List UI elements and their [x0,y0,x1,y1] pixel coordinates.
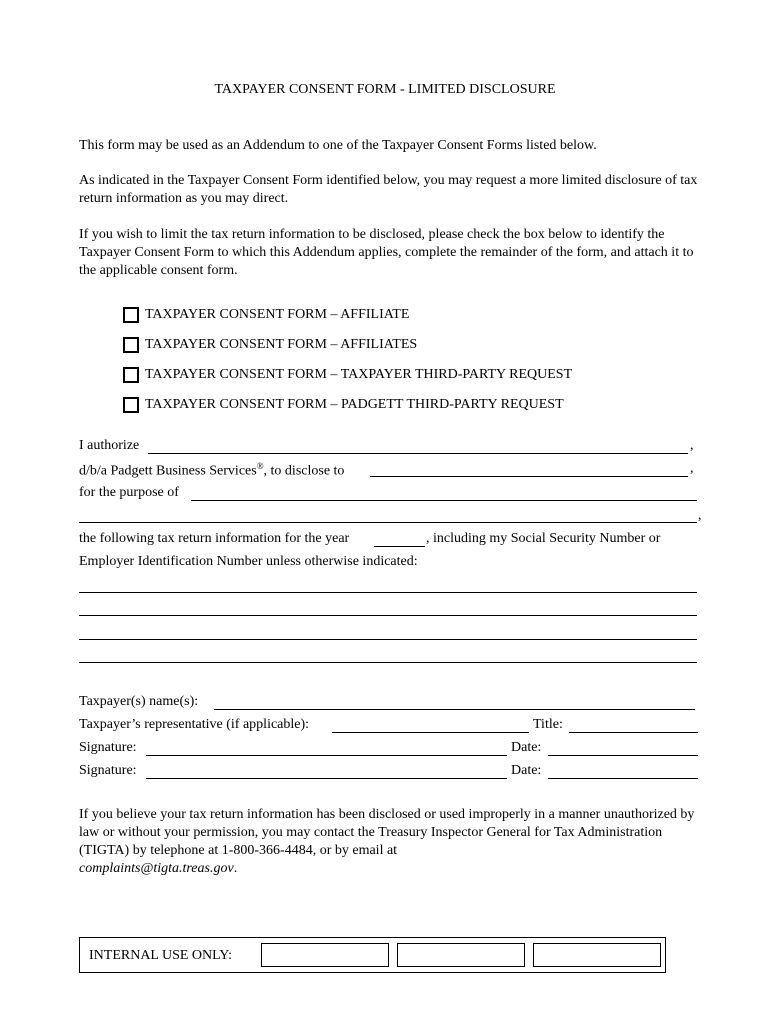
info-line-4[interactable] [79,662,697,663]
purpose-label: for the purpose of [79,485,179,500]
comma: , [690,438,694,453]
signature-field-1[interactable] [146,755,507,756]
ein-text: Employer Identification Number unless otherwise indicated: [79,554,418,569]
purpose-field[interactable] [191,500,697,501]
disclose-to-text: , to disclose to [263,463,345,479]
tigta-notice [79,806,699,878]
title-label: Title: [533,717,563,732]
tigta-email[interactable]: complaints@tigta.treas.gov [79,861,234,876]
date-field-1[interactable] [548,755,698,756]
info-line-2[interactable] [79,615,697,616]
dba-label [79,461,344,480]
internal-use-field-3[interactable] [533,943,661,967]
option-label: TAXPAYER CONSENT FORM – AFFILIATE [145,307,410,322]
internal-use-box [79,937,666,973]
registered-mark: ® [256,461,264,471]
comma: , [690,461,694,476]
period: . [233,861,238,876]
date-label-2: Date: [511,763,542,778]
authorize-label: I authorize [79,438,140,453]
date-label-1: Date: [511,740,542,755]
representative-field[interactable] [332,732,529,733]
tigta-text: If you believe your tax return information has been disclosed or used improperly in a manner unauthorized by law or without your permission, you may contact the Treasury Inspector General for Tax Administration (TIGTA) by telephone at 1-800-366-4484, or by email at [79,807,695,858]
option-label: TAXPAYER CONSENT FORM – TAXPAYER THIRD-PARTY REQUEST [145,367,573,382]
option-taxpayer-third-party[interactable] [123,365,572,385]
checkbox[interactable] [123,337,139,353]
option-affiliate[interactable] [123,305,409,325]
form-title: TAXPAYER CONSENT FORM - LIMITED DISCLOSURE [214,82,556,97]
option-padgett-third-party[interactable] [123,395,564,415]
info-line-1[interactable] [79,592,697,593]
option-label: TAXPAYER CONSENT FORM – PADGETT THIRD-PARTY REQUEST [145,397,564,412]
dba-text: d/b/a Padgett Business Services [79,463,257,479]
ssn-text: , including my Social Security Number or [426,531,661,546]
option-affiliates[interactable] [123,335,417,355]
authorize-field[interactable] [148,453,688,454]
signature-field-2[interactable] [146,778,507,779]
option-label: TAXPAYER CONSENT FORM – AFFILIATES [145,337,418,352]
checkbox[interactable] [123,307,139,323]
purpose-field-continued[interactable] [79,522,697,523]
date-field-2[interactable] [548,778,698,779]
taxpayer-names-label: Taxpayer(s) name(s): [79,694,199,709]
info-line-3[interactable] [79,639,697,640]
checkbox[interactable] [123,397,139,413]
year-field[interactable] [374,546,425,547]
taxpayer-names-field[interactable] [214,709,695,710]
internal-use-field-2[interactable] [397,943,525,967]
checkbox[interactable] [123,367,139,383]
instructions-text: If you wish to limit the tax return information to be disclosed, please check the box below to identify the Taxpayer Consent Form to which this Addendum applies, complete the remainder of the form, and attach it to the applicable consent form. [79,227,694,278]
internal-use-field-1[interactable] [261,943,389,967]
year-label: the following tax return information for the year [79,531,350,546]
title-field[interactable] [569,732,698,733]
intro-text: This form may be used as an Addendum to one of the Taxpayer Consent Forms listed below. [79,138,597,153]
representative-label: Taxpayer’s representative (if applicable): [79,717,310,732]
signature-label-2: Signature: [79,763,137,778]
limited-disclosure-text: As indicated in the Taxpayer Consent Form identified below, you may request a more limited disclosure of tax return information as you may direct. [79,173,698,206]
internal-use-label: INTERNAL USE ONLY: [89,948,233,963]
comma: , [698,508,702,523]
disclose-to-field[interactable] [370,476,688,477]
signature-label-1: Signature: [79,740,137,755]
